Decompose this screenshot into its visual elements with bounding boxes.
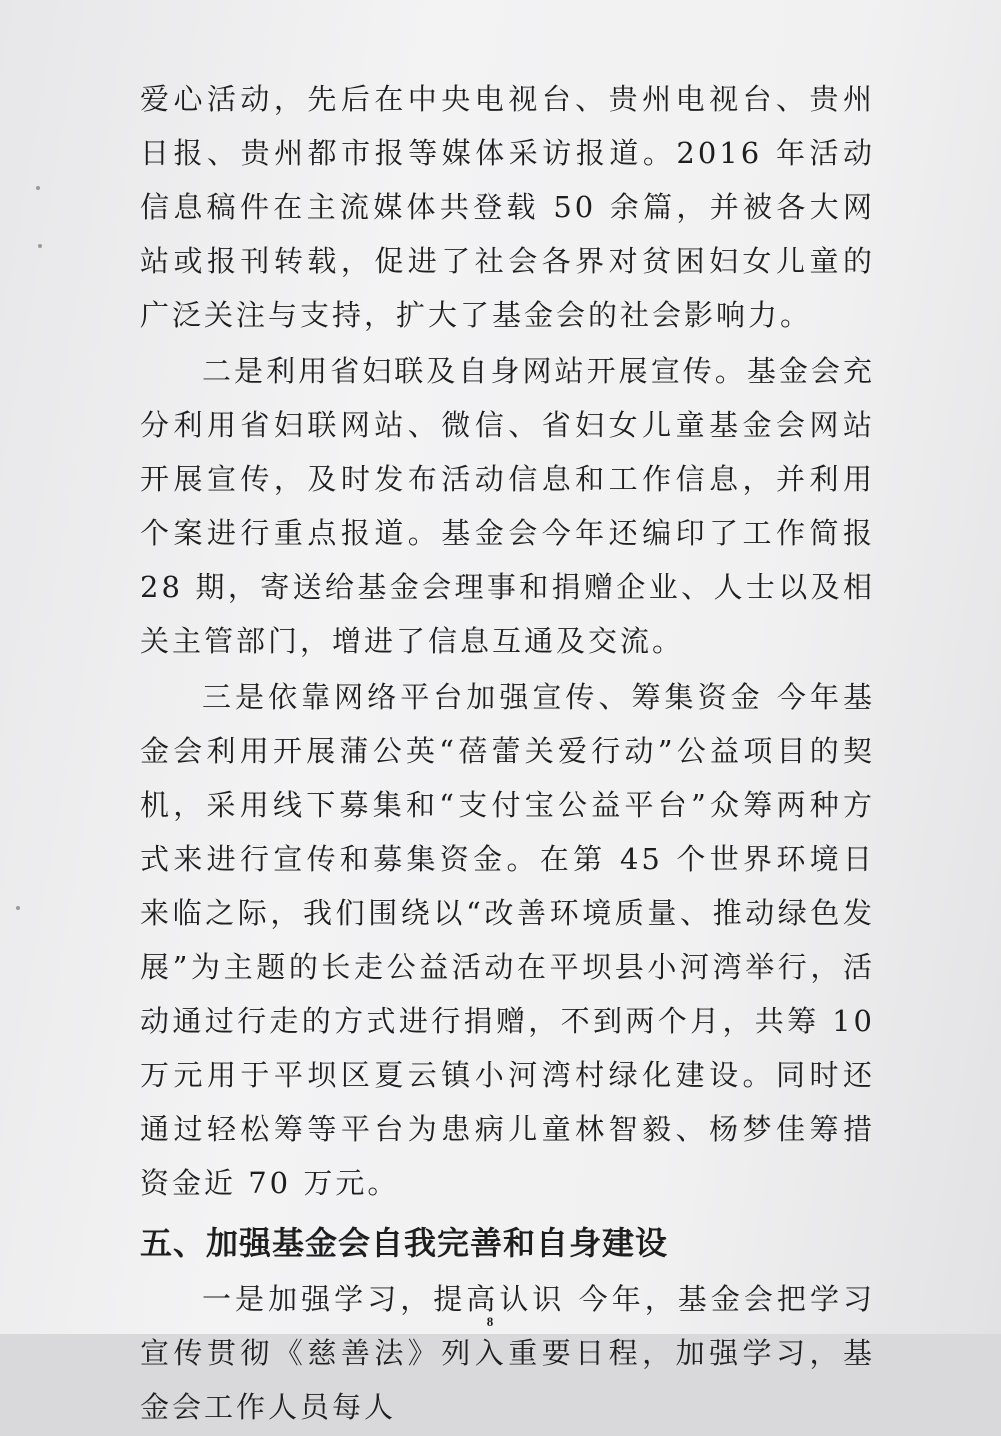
paragraph-media-coverage: 爱心活动，先后在中央电视台、贵州电视台、贵州日报、贵州都市报等媒体采访报道。2016 年活动信息稿件在主流媒体共登载 50 余篇，并被各大网站或报刊转载，促进了社会各界对贫困妇女儿童的广泛关注与支持，扩大了基金会的社会影响力。: [140, 82, 875, 332]
paragraph-study-charity-law: 一是加强学习，提高认识 今年，基金会把学习宣传贯彻《慈善法》列入重要日程，加强学习，基金会工作人员每人: [140, 1282, 875, 1424]
section-heading: 五、加强基金会自我完善和自身建设: [140, 1224, 669, 1262]
paper-speck: [38, 244, 42, 248]
paragraph-website-publicity: 二是利用省妇联及自身网站开展宣传。基金会充分利用省妇联网站、微信、省妇女儿童基金会网站开展宣传，及时发布活动信息和工作信息，并利用个案进行重点报道。基金会今年还编印了工作简报 28 期，寄送给基金会理事和捐赠企业、人士以及相关主管部门，增进了信息互通及交流。: [140, 354, 875, 658]
paper-speck: [16, 906, 20, 910]
paragraph-online-fundraising: 三是依靠网络平台加强宣传、筹集资金 今年基金会利用开展蒲公英“蓓蕾关爱行动”公益项目的契机，采用线下募集和“支付宝公益平台”众筹两种方式来进行宣传和募集资金。在第 45 个世界环境日来临之际，我们围绕以“改善环境质量、推动绿色发展”为主题的长走公益活动在平坝县小河湾举行，活动通过行走的方式进行捐赠，不到两个月，共筹 10 万元用于平坝区夏云镇小河湾村绿化建设。同时还通过轻松筹等平台为患病儿童林智毅、杨梦佳筹措资金近 70 万元。: [140, 680, 875, 1200]
document-body: [140, 72, 875, 1436]
page-number: 8: [486, 1314, 494, 1329]
paper-speck: [36, 186, 40, 190]
